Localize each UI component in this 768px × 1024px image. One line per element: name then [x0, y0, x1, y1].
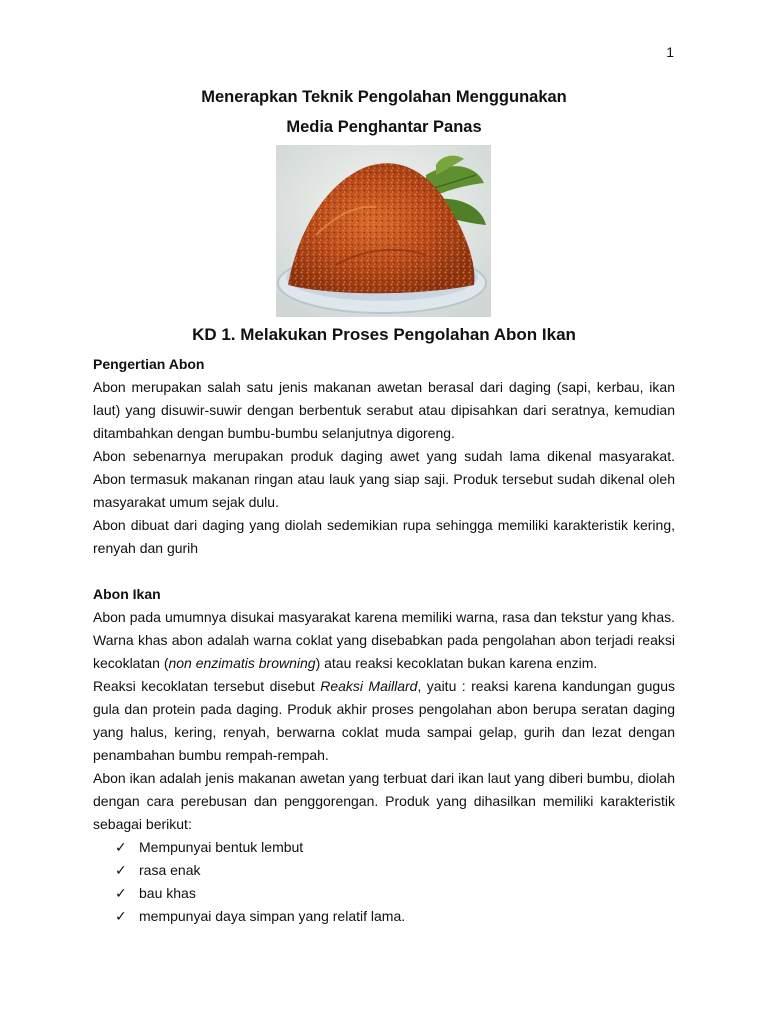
- list-item-text: Mempunyai bentuk lembut: [139, 839, 304, 855]
- characteristics-list: [93, 836, 675, 928]
- italic-term: non enzimatis browning: [168, 655, 316, 671]
- text-run: ) atau reaksi kecoklatan bukan karena enzim.: [315, 655, 598, 671]
- text-run: Abon pada umumnya disukai masyarakat karena memiliki warna, rasa dan tekstur yang khas. Warna khas abon adalah warna coklat yang disebabkan pada pengolahan abon terjadi reaksi kecoklatan (: [93, 609, 675, 671]
- checkmark-icon: ✓: [115, 839, 127, 855]
- section-title: KD 1. Melakukan Proses Pengolahan Abon Ikan: [192, 325, 576, 344]
- paragraph: [93, 606, 675, 675]
- spacer: [93, 560, 675, 583]
- list-item-text: bau khas: [139, 885, 196, 901]
- italic-term: Reaksi Maillard: [320, 678, 418, 694]
- document-title-line-1: Menerapkan Teknik Pengolahan Menggunakan: [201, 88, 567, 106]
- paragraph: [93, 675, 675, 767]
- list-item-text: mempunyai daya simpan yang relatif lama.: [139, 908, 406, 924]
- list-item: [115, 882, 675, 905]
- list-item: [115, 905, 675, 928]
- paragraph: Abon sebenarnya merupakan produk daging awet yang sudah lama dikenal masyarakat. Abon termasuk makanan ringan atau lauk yang siap saji. Produk tersebut sudah dikenal oleh masyarakat umum sejak dulu.: [93, 448, 675, 510]
- paragraph: Abon merupakan salah satu jenis makanan awetan berasal dari daging (sapi, kerbau, ikan laut) yang disuwir-suwir dengan berbentuk serabut atau dipisahkan dari seratnya, kemudian ditambahkan dengan bumbu-bumbu selanjutnya digoreng.: [93, 379, 675, 441]
- document-title-line-2: Media Penghantar Panas: [286, 118, 482, 136]
- checkmark-icon: ✓: [115, 885, 127, 901]
- text-run: Reaksi kecoklatan tersebut disebut: [93, 678, 321, 694]
- list-item-text: rasa enak: [139, 862, 201, 878]
- list-item: [115, 836, 675, 859]
- checkmark-icon: ✓: [115, 908, 127, 924]
- heading-abon-ikan: Abon Ikan: [93, 586, 161, 602]
- paragraph: Abon ikan adalah jenis makanan awetan yang terbuat dari ikan laut yang diberi bumbu, diolah dengan cara perebusan dan penggorengan. Produk yang dihasilkan memiliki karakteristik sebagai berikut:: [93, 770, 675, 832]
- checkmark-icon: ✓: [115, 862, 127, 878]
- list-item: [115, 859, 675, 882]
- heading-pengertian-abon: Pengertian Abon: [93, 356, 205, 372]
- paragraph: Abon dibuat dari daging yang diolah sedemikian rupa sehingga memiliki karakteristik kering, renyah dan gurih: [93, 517, 675, 556]
- text-run: , yaitu : reaksi karena kandungan gugus gula dan protein pada daging. Produk akhir proses pengolahan abon berupa seratan daging yang halus, kering, renyah, berwarna coklat muda sampai gelap, gurih dan lezat dengan penambahan bumbu rempah-rempah.: [93, 678, 676, 763]
- document-body: [93, 353, 675, 928]
- abon-photo: [276, 145, 491, 317]
- page-number: 1: [666, 44, 674, 60]
